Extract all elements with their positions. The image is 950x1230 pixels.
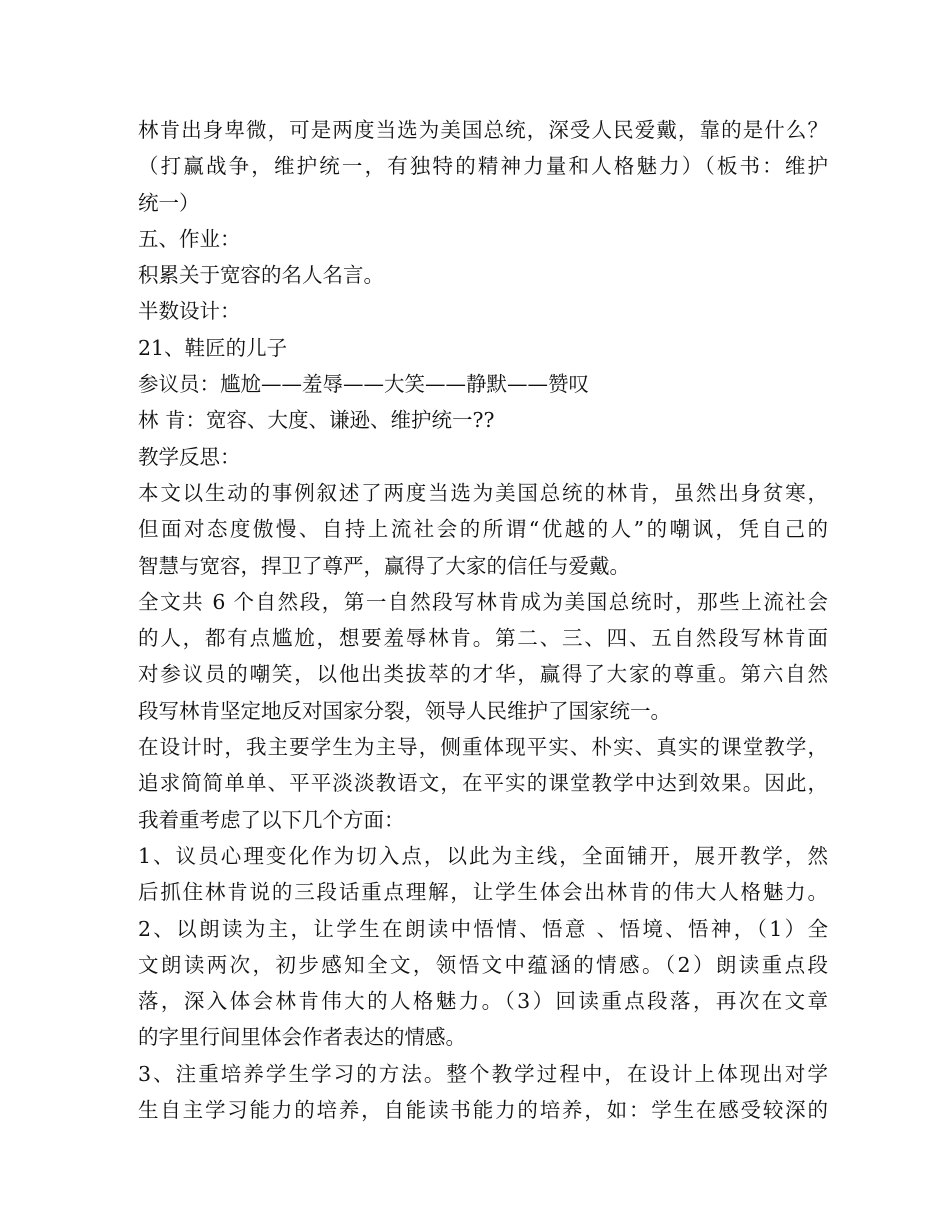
text-line: 参议员：尴尬——羞辱——大笑——静默——赞叹 <box>138 372 589 397</box>
text-line: 追求简简单单、平平淡淡教语文，在平实的课堂教学中达到效果。因此， <box>138 771 828 796</box>
text-line: 积累关于宽容的名人名言。 <box>138 263 384 288</box>
text-line: 21、鞋匠的儿子 <box>138 335 288 360</box>
text-line: 智慧与宽容，捍卫了尊严，赢得了大家的信任与爱戴。 <box>138 553 630 578</box>
text-line: 全文共 6 个自然段，第一自然段写林肯成为美国总统时，那些上流社会 <box>138 589 828 614</box>
section-heading: 五、作业： <box>138 226 241 251</box>
section-heading: 半数设计： <box>138 299 241 324</box>
text-line: 但面对态度傲慢、自持上流社会的所谓“优越的人”的嘲讽，凭自己的 <box>138 517 828 542</box>
text-line: 3、注重培养学生学习的方法。整个教学过程中，在设计上体现出对学 <box>138 1061 828 1086</box>
text-line: 对参议员的嘲笑，以他出类拔萃的才华，赢得了大家的尊重。第六自然 <box>138 662 828 687</box>
text-line: 落，深入体会林肯伟大的人格魅力。（3）回读重点段落，再次在文章 <box>138 989 828 1014</box>
text-line: 2、以朗读为主，让学生在朗读中悟情、悟意 、悟境、悟神，（1）全 <box>138 916 828 941</box>
text-line: 林 肯：宽容、大度、谦逊、维护统一?? <box>138 408 495 433</box>
text-line: 后抓住林肯说的三段话重点理解，让学生体会出林肯的伟大人格魅力。 <box>138 880 828 905</box>
section-heading: 教学反思： <box>138 444 241 469</box>
text-line: 文朗读两次，初步感知全文，领悟文中蕴涵的情感。（2）朗读重点段 <box>138 952 828 977</box>
text-line: 在设计时，我主要学生为主导，侧重体现平实、朴实、真实的课堂教学， <box>138 735 828 760</box>
text-line: （打赢战争，维护统一，有独特的精神力量和人格魅力）（板书：维护 <box>138 154 828 179</box>
text-line: 本文以生动的事例叙述了两度当选为美国总统的林肯，虽然出身贫寒， <box>138 480 828 505</box>
text-line: 段写林肯坚定地反对国家分裂，领导人民维护了国家统一。 <box>138 698 671 723</box>
text-line: 的字里行间里体会作者表达的情感。 <box>138 1025 466 1050</box>
text-line: 的人，都有点尴尬，想要羞辱林肯。第二、三、四、五自然段写林肯面 <box>138 626 828 651</box>
text-line: 生自主学习能力的培养，自能读书能力的培养，如：学生在感受较深的 <box>138 1098 828 1123</box>
text-line: 我着重考虑了以下几个方面： <box>138 807 405 832</box>
text-line: 统一） <box>138 190 200 215</box>
document-body <box>138 112 828 1128</box>
text-line: 林肯出身卑微，可是两度当选为美国总统，深受人民爱戴，靠的是什么？ <box>138 118 828 142</box>
text-line: 1、议员心理变化作为切入点，以此为主线，全面铺开，展开教学，然 <box>138 843 828 868</box>
